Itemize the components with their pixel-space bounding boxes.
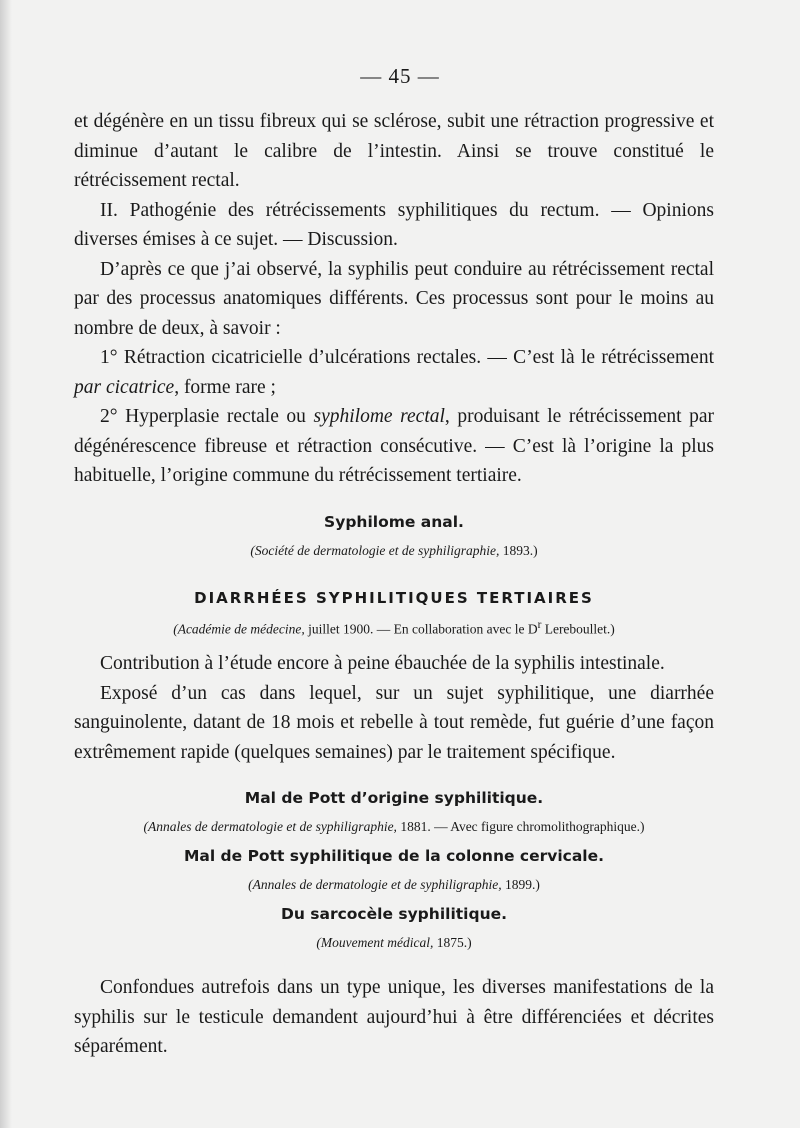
paragraph-contribution: Contribution à l’étude encore à peine ébauchée de la syphilis intestinale.: [100, 653, 665, 674]
citation-sarcocele: [74, 935, 714, 951]
process-1-italic: par cicatrice: [74, 376, 175, 398]
citation-2-date: juillet 1900. — En collaboration avec le D: [304, 621, 538, 636]
citation-5-source: (Mouvement médical,: [316, 935, 434, 950]
heading-mal-de-pott-cervical: Mal de Pott syphilitique de la colonne cervicale.: [183, 847, 605, 865]
paragraph-observation: D’après ce que j’ai observé, la syphilis peut conduire au rétrécissement rectal par des processus anatomiques différents. Ces processus sont pour le moins au nombre de deux, à savoir :: [74, 258, 714, 339]
paragraph-process-1: [74, 343, 714, 402]
process-2-italic: syphilome rectal: [313, 406, 445, 427]
page-edge-shadow: [0, 0, 12, 1128]
paragraph-process-2: [74, 402, 714, 491]
citation-2-sup: r: [537, 618, 542, 631]
citation-2-source: (Académie de médecine,: [173, 621, 305, 636]
citation-3-tail: 1881. — Avec figure chromolithographique.): [396, 819, 645, 834]
citation-5-year: 1875.): [433, 935, 472, 950]
process-2-text: 2° Hyperplasie rectale ou: [100, 406, 314, 427]
citation-2-tail: Lereboullet.): [541, 621, 615, 636]
process-1-text: 1° Rétraction cicatricielle d’ulcérations rectales. — C’est là le rétrécissement: [100, 347, 714, 368]
citation-1-year: 1893.): [499, 542, 538, 558]
citation-mal-de-pott: [74, 819, 714, 835]
heading-diarrhees: DIARRHÉES SYPHILITIQUES TERTIAIRES: [194, 588, 594, 607]
citation-4-year: 1899.): [501, 877, 540, 892]
citation-syphilome-anal: [74, 543, 714, 559]
process-2-tail: , produisant le rétrécissement par dégénérescence fibreuse et rétraction consécutive. — C’est là l’origine la plus habituelle, l’origine commune du rétrécissement tertiaire.: [74, 406, 715, 486]
paragraph-pathogenesis-title: II. Pathogénie des rétrécissements syphilitiques du rectum. — Opinions diverses émises à ce sujet. — Discussion.: [74, 199, 714, 250]
paragraph-case-report: Exposé d’un cas dans lequel, sur un sujet syphilitique, une diarrhée sanguinolente, datant de 18 mois et rebelle à tout remède, fut guérie d’une façon extrêmement rapide (quelques semaines) par le traitement spécifique.: [74, 682, 714, 763]
process-1-tail: , forme rare ;: [174, 376, 276, 398]
heading-syphilome-anal: Syphilome anal.: [324, 512, 464, 531]
citation-4-source: (Annales de dermatologie et de syphiligraphie,: [248, 877, 502, 892]
citation-3-source: (Annales de dermatologie et de syphiligraphie,: [143, 819, 397, 834]
page-number: — 45 —: [360, 64, 440, 88]
citation-1-source: (Société de dermatologie et de syphiligraphie,: [250, 542, 500, 558]
paragraph-rectal-stricture: et dégénère en un tissu fibreux qui se sclérose, subit une rétraction progressive et diminue d’autant le calibre de l’intestin. Ainsi se trouve constitué le rétrécissement rectal.: [74, 111, 714, 191]
heading-mal-de-pott: Mal de Pott d’origine syphilitique.: [244, 789, 544, 807]
paragraph-testicule: Confondues autrefois dans un type unique, les diverses manifestations de la syphilis sur le testicule demandent aujourd’hui à être différenciées et décrites séparément.: [74, 977, 714, 1057]
page-body: [74, 107, 714, 1062]
citation-diarrhees: [74, 619, 714, 638]
heading-sarcocele: Du sarcocèle syphilitique.: [280, 905, 508, 923]
citation-mal-de-pott-cervical: [74, 877, 714, 893]
